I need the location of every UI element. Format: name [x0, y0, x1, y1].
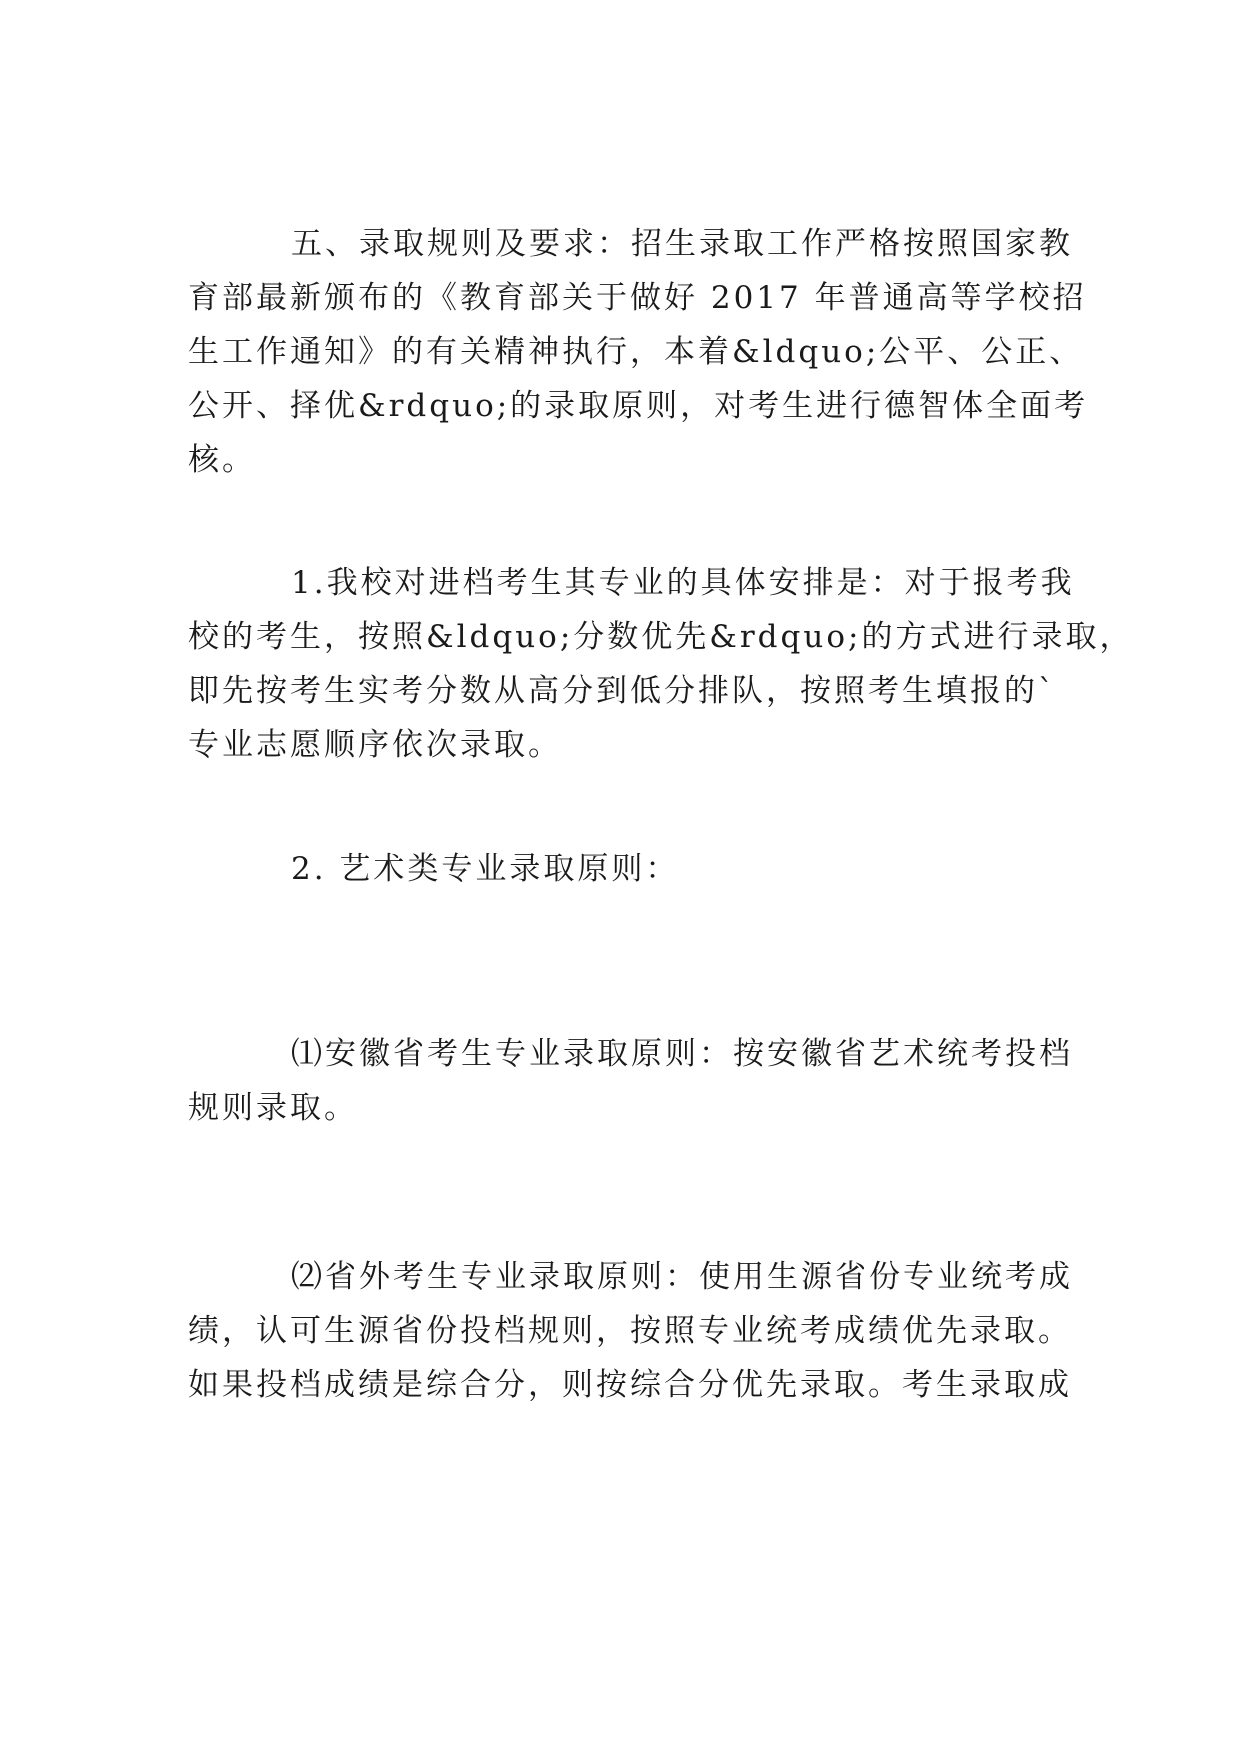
paragraph-line: 公开、择优&rdquo;的录取原则，对考生进行德智体全面考 — [188, 388, 1089, 424]
paragraph-anhui-principle — [188, 1027, 1073, 1135]
paragraph-line: 1.我校对进档考生其专业的具体安排是：对于报考我 — [291, 565, 1075, 601]
paragraph-line: 规则录取。 — [188, 1090, 358, 1126]
paragraph-line: 绩，认可生源省份投档规则，按照专业统考成绩优先录取。 — [188, 1313, 1072, 1349]
paragraph-line: ⑴安徽省考生专业录取原则：按安徽省艺术统考投档 — [291, 1036, 1073, 1072]
paragraph-line: 核。 — [188, 442, 256, 478]
paragraph-line: 专业志愿顺序依次录取。 — [188, 727, 562, 763]
paragraph-line: 如果投档成绩是综合分，则按综合分优先录取。考生录取成 — [188, 1367, 1072, 1403]
paragraph-line: 生工作通知》的有关精神执行，本着&ldquo;公平、公正、 — [188, 334, 1084, 370]
paragraph-admission-rules — [188, 217, 1089, 487]
paragraph-line: 2. 艺术类专业录取原则： — [291, 851, 680, 887]
paragraph-line: 即先按考生实考分数从高分到低分排队，按照考生填报的` — [188, 673, 1057, 709]
paragraph-line: ⑵省外考生专业录取原则：使用生源省份专业统考成 — [291, 1259, 1073, 1295]
paragraph-out-of-province-principle — [188, 1250, 1073, 1412]
paragraph-line: 育部最新颁布的《教育部关于做好 2017 年普通高等学校招 — [188, 280, 1087, 316]
paragraph-line: 校的考生，按照&ldquo;分数优先&rdquo;的方式进行录取， — [188, 619, 1134, 655]
paragraph-art-principles-heading — [188, 842, 1058, 896]
paragraph-line: 五、录取规则及要求：招生录取工作严格按照国家教 — [291, 226, 1073, 262]
paragraph-major-arrangement — [188, 556, 1134, 772]
